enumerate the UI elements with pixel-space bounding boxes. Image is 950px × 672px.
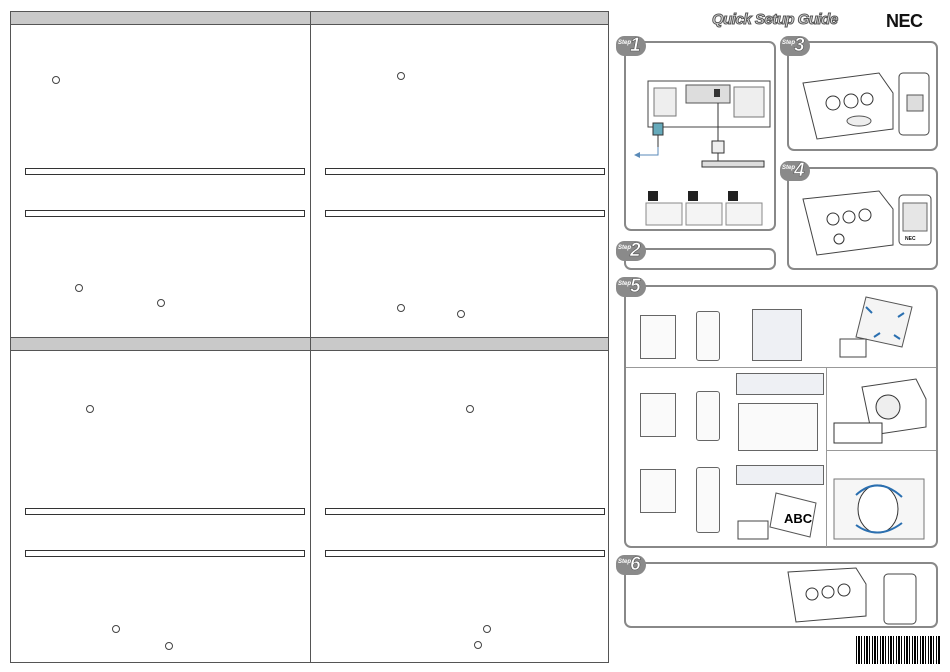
reference-mark [157,299,165,307]
note-box [25,168,305,175]
step-3-badge: Step 3 [780,36,810,56]
note-box [325,210,605,217]
reference-mark [474,641,482,649]
step-1-badge: Step 1 [616,36,646,56]
control-panel-sketch [640,393,676,437]
note-box [25,550,305,557]
step-6-badge: Step 6 [616,555,646,575]
lens-lever-illustration [832,371,932,447]
note-box [325,168,605,175]
reference-mark [112,625,120,633]
note-box [25,210,305,217]
note-box [325,550,605,557]
power-button-press-illustration [789,43,936,149]
remote-control-sketch [696,311,720,361]
step-4-badge: Step 4 [780,161,810,181]
power-off-illustration [776,564,936,626]
focus-projection-illustration [736,487,820,543]
brand-logo: NEC [886,11,923,31]
step-2-panel [624,248,776,270]
reference-mark [397,72,405,80]
control-panel-sketch [640,315,676,359]
remote-brand-label: NEC [905,236,916,242]
lens-shift-menu-screen [752,309,802,361]
step-3-panel [787,41,938,151]
step-1-panel [624,41,776,231]
reference-mark [52,76,60,84]
step-6-panel [624,562,938,628]
projector-rear-connection-illustration [626,43,774,229]
row-divider [11,337,608,338]
zoom-menu-screen [736,373,824,395]
focus-ring-illustration [832,469,932,545]
remote-control-sketch [696,391,720,441]
guide-title: Quick Setup Guide [712,11,838,28]
step-5-badge: Step 5 [616,277,646,297]
note-box [25,508,305,515]
barcode [856,636,940,664]
note-box [325,508,605,515]
screen-shift-illustration [836,293,916,363]
step-2-badge: Step 2 [616,241,646,261]
source-button-press-illustration [789,169,936,268]
focus-menu-screen [736,465,824,485]
zoom-projection-sketch [738,403,818,451]
reference-mark [165,642,173,650]
reference-mark [483,625,491,633]
reference-mark [397,304,405,312]
remote-control-sketch [696,467,720,533]
step-5-panel [624,285,938,548]
reference-mark [86,405,94,413]
control-panel-sketch [640,469,676,513]
step-4-panel [787,167,938,270]
reference-mark [457,310,465,318]
reference-mark [75,284,83,292]
instruction-text-grid [10,11,609,663]
svg-text:ABC: ABC [784,511,813,526]
reference-mark [466,405,474,413]
